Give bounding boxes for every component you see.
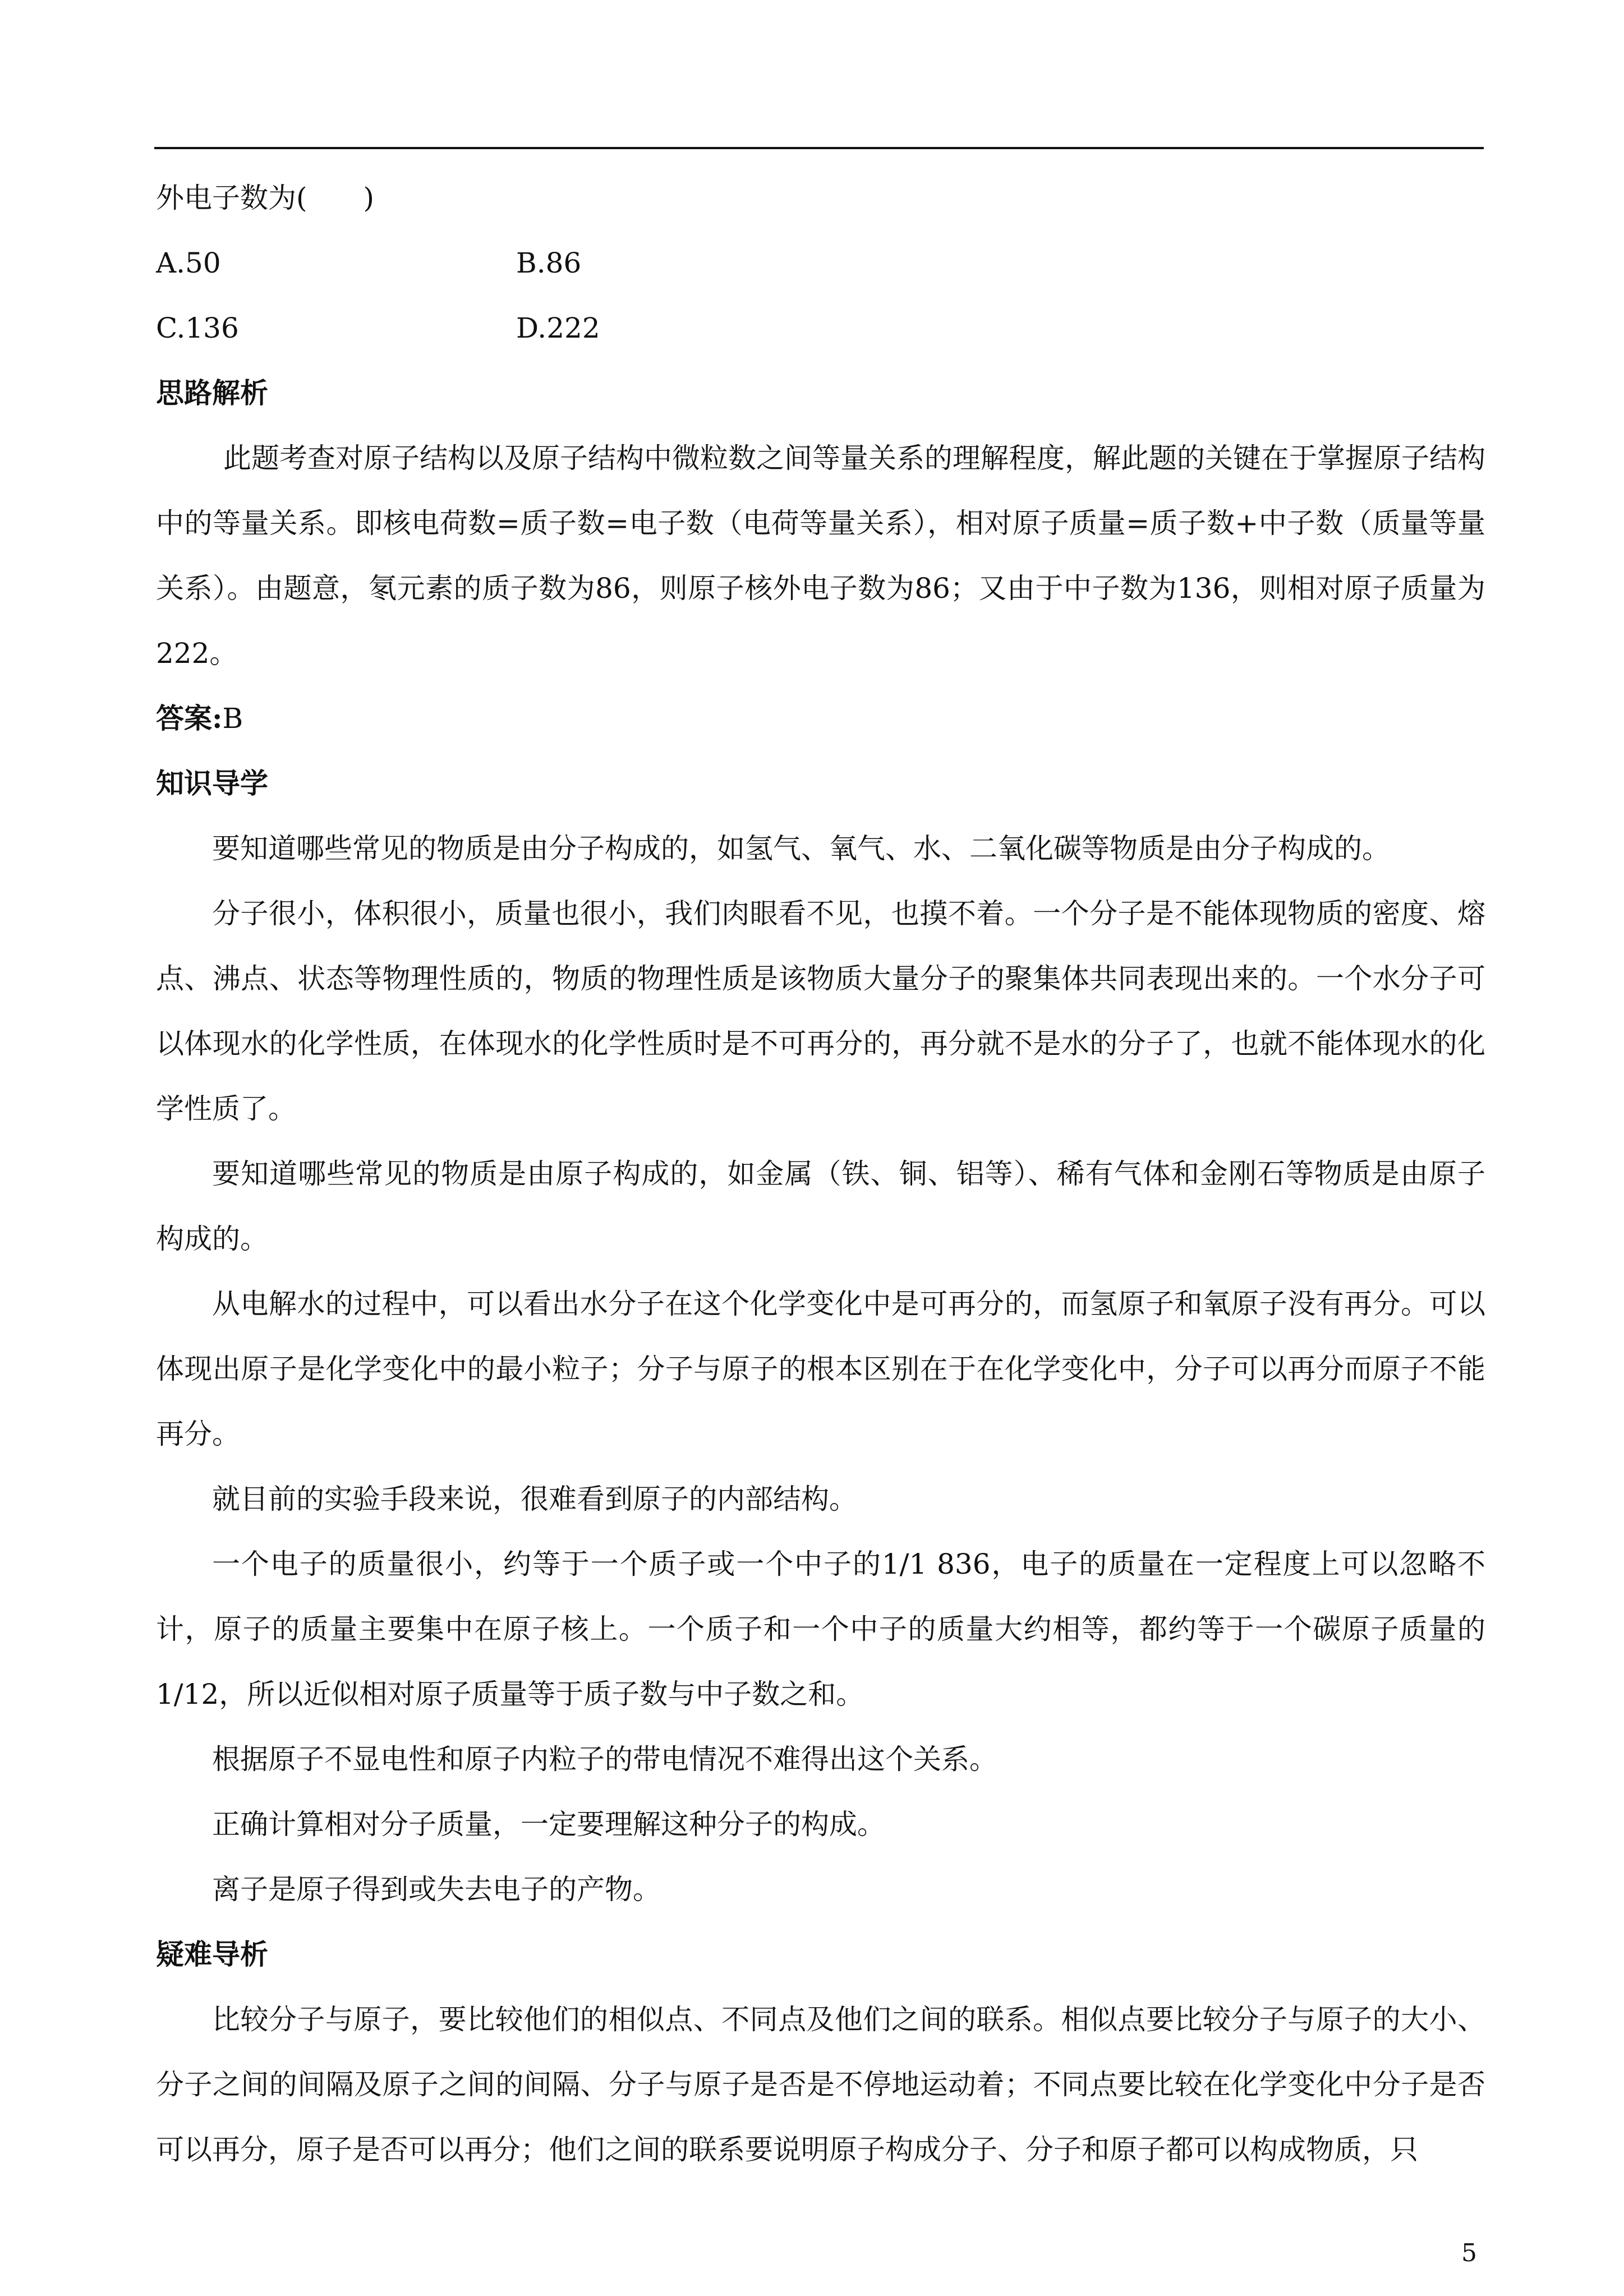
option-a: A.50 — [156, 247, 221, 279]
option-b: B.86 — [516, 247, 582, 279]
option-c: C.136 — [156, 312, 239, 344]
page-number: 5 — [1461, 2239, 1477, 2267]
knowledge-paragraph: 要知道哪些常见的物质是由分子构成的，如氢气、氧气、水、二氧化碳等物质是由分子构成的。 — [212, 832, 1390, 865]
answer-label: 答案: — [156, 702, 223, 735]
knowledge-paragraph: 从电解水的过程中，可以看出水分子在这个化学变化中是可再分的，而氢原子和氧原子没有再分。可以体现出原子是化学变化中的最小粒子；分子与原子的根本区别在于在化学变化中，分子可以再分而原子不能再分。 — [156, 1288, 1485, 1450]
header-rule — [154, 147, 1484, 149]
knowledge-paragraph: 正确计算相对分子质量，一定要理解这种分子的构成。 — [212, 1808, 885, 1841]
knowledge-paragraph: 就目前的实验手段来说，很难看到原子的内部结构。 — [212, 1483, 857, 1515]
options-row-2 — [156, 296, 1485, 361]
option-d: D.222 — [516, 312, 600, 344]
analysis-heading: 思路解析 — [156, 376, 268, 409]
options-row-1 — [156, 230, 1485, 296]
knowledge-paragraph: 一个电子的质量很小，约等于一个质子或一个中子的1/1 836，电子的质量在一定程度上可以忽略不计，原子的质量主要集中在原子核上。一个质子和一个中子的质量大约相等，都约等于一个碳原子质量的1/12，所以近似相对原子质量等于质子数与中子数之和。 — [156, 1548, 1485, 1711]
knowledge-heading: 知识导学 — [156, 767, 268, 800]
answer-value: B — [222, 702, 243, 735]
difficulty-text: 比较分子与原子，要比较他们的相似点、不同点及他们之间的联系。相似点要比较分子与原子的大小、分子之间的间隔及原子之间的间隔、分子与原子是否是不停地运动着；不同点要比较在化学变化中分子是否可以再分，原子是否可以再分；他们之间的联系要说明原子构成分子、分子和原子都可以构成物质，只 — [156, 2003, 1485, 2166]
answer-line — [156, 686, 1485, 751]
knowledge-paragraph: 根据原子不显电性和原子内粒子的带电情况不难得出这个关系。 — [212, 1743, 997, 1776]
difficulty-heading: 疑难导析 — [156, 1938, 268, 1971]
page-content — [156, 165, 1485, 2182]
knowledge-paragraph: 要知道哪些常见的物质是由原子构成的，如金属（铁、铜、铝等）、稀有气体和金刚石等物质是由原子构成的。 — [156, 1158, 1485, 1255]
knowledge-paragraph: 离子是原子得到或失去电子的产物。 — [212, 1873, 661, 1906]
analysis-text: 此题考查对原子结构以及原子结构中微粒数之间等量关系的理解程度，解此题的关键在于掌握原子结构中的等量关系。即核电荷数=质子数=电子数（电荷等量关系），相对原子质量=质子数+中子数（质量等量关系）。由题意，氡元素的质子数为86，则原子核外电子数为86；又由于中子数为136，则相对原子质量为222。 — [156, 442, 1485, 670]
question-stem: 外电子数为( ) — [156, 182, 375, 214]
knowledge-paragraph: 分子很小，体积很小，质量也很小，我们肉眼看不见，也摸不着。一个分子是不能体现物质的密度、熔点、沸点、状态等物理性质的，物质的物理性质是该物质大量分子的聚集体共同表现出来的。一个水分子可以体现水的化学性质，在体现水的化学性质时是不可再分的，再分就不是水的分子了，也就不能体现水的化学性质了。 — [156, 897, 1485, 1125]
